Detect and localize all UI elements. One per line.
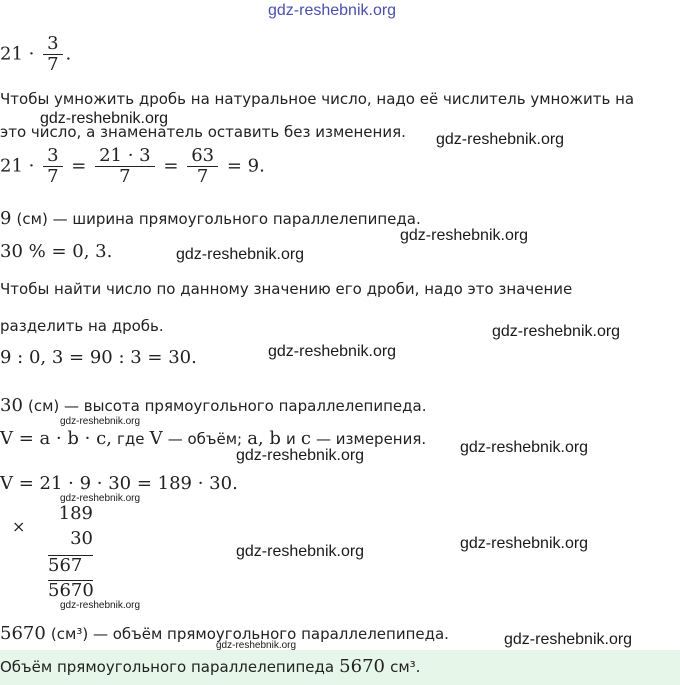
calc-result: = 9. — [226, 155, 265, 177]
volume-value: 5670 — [0, 623, 46, 644]
formula-term: a, b — [247, 428, 281, 449]
formula-text: — измерения. — [316, 430, 427, 448]
volume-calculation: V = 21 · 9 · 30 = 189 · 30. — [0, 473, 238, 494]
equals-sign: = — [71, 155, 87, 177]
fraction-denominator: 7 — [47, 166, 59, 187]
width-value: 9 — [0, 208, 12, 229]
formula-term: V — [149, 428, 163, 449]
formula-text: — объём; — [167, 430, 243, 448]
answer — [0, 656, 420, 677]
fraction-numerator: 3 — [43, 34, 62, 55]
formula-text: где — [117, 430, 145, 448]
watermark: gdz-reshebnik.org — [460, 439, 589, 456]
column-multiplier: 30 — [70, 528, 93, 549]
watermark: gdz-reshebnik.org — [236, 447, 365, 464]
rule-text: это число, а знаменатель оставить без изменения. — [0, 123, 406, 141]
watermark: gdz-reshebnik.org — [236, 543, 365, 560]
division-calculation: 9 : 0, 3 = 90 : 3 = 30. — [0, 347, 197, 368]
rule-text: Чтобы умножить дробь на натуральное число, надо её числитель умножить на — [0, 90, 635, 108]
expr-start: 21 · — [0, 43, 35, 65]
calculation-line — [0, 146, 265, 187]
watermark: gdz-reshebnik.org — [60, 416, 141, 427]
watermark: gdz-reshebnik.org — [504, 631, 633, 648]
watermark: gdz-reshebnik.org — [436, 131, 565, 148]
multiply-sign: × — [12, 517, 26, 536]
watermark: gdz-reshebnik.org — [268, 343, 397, 360]
fraction-numerator: 63 — [187, 146, 218, 167]
watermark: gdz-reshebnik.org — [176, 246, 305, 263]
formula-term: V = a · b · c, — [0, 428, 112, 449]
percent-conversion: 30 % = 0, 3. — [0, 241, 113, 262]
initial-expression: 21 · $\frac{3}{7}$ . — [0, 33, 72, 75]
answer-value: 5670 — [339, 656, 385, 677]
watermark: gdz-reshebnik.org — [60, 493, 141, 504]
fraction-denominator: 7 — [47, 54, 59, 75]
height-value: 30 — [0, 395, 23, 416]
rule-text: Чтобы найти число по данному значению его дроби, надо это значение — [0, 280, 573, 298]
volume-text: (см³) — объём прямоугольного параллелепипеда. — [50, 625, 449, 643]
height-statement — [0, 395, 426, 416]
watermark: gdz-reshebnik.org — [40, 110, 169, 127]
volume-formula — [0, 428, 426, 449]
formula-term: c — [300, 428, 311, 449]
watermark: gdz-reshebnik.org — [268, 2, 397, 19]
fraction — [43, 34, 62, 75]
fraction — [95, 146, 155, 187]
width-statement — [0, 208, 421, 229]
fraction-denominator: 7 — [119, 166, 131, 187]
watermark: gdz-reshebnik.org — [216, 640, 297, 651]
watermark: gdz-reshebnik.org — [492, 323, 621, 340]
fraction — [43, 146, 62, 187]
answer-unit: см³. — [390, 658, 421, 676]
column-result: 5670 — [48, 580, 94, 601]
height-text: (см) — высота прямоугольного параллелепипеда. — [28, 397, 427, 415]
fraction — [187, 146, 218, 187]
column-top-number: 189 — [58, 503, 93, 524]
watermark: gdz-reshebnik.org — [60, 600, 141, 611]
equals-sign: = — [163, 155, 179, 177]
fraction-numerator: 21 · 3 — [95, 146, 155, 167]
watermark: gdz-reshebnik.org — [400, 227, 529, 244]
width-text: (см) — ширина прямоугольного параллелепипеда. — [16, 210, 421, 228]
calc-term: 21 · — [0, 155, 35, 177]
formula-text: и — [285, 430, 296, 448]
watermark: gdz-reshebnik.org — [460, 535, 589, 552]
rule-text: разделить на дробь. — [0, 317, 164, 335]
column-partial-product: 567 — [48, 555, 83, 576]
answer-text: Объём прямоугольного параллелепипеда — [0, 658, 335, 676]
fraction-numerator: 3 — [43, 146, 62, 167]
fraction-denominator: 7 — [196, 166, 209, 187]
